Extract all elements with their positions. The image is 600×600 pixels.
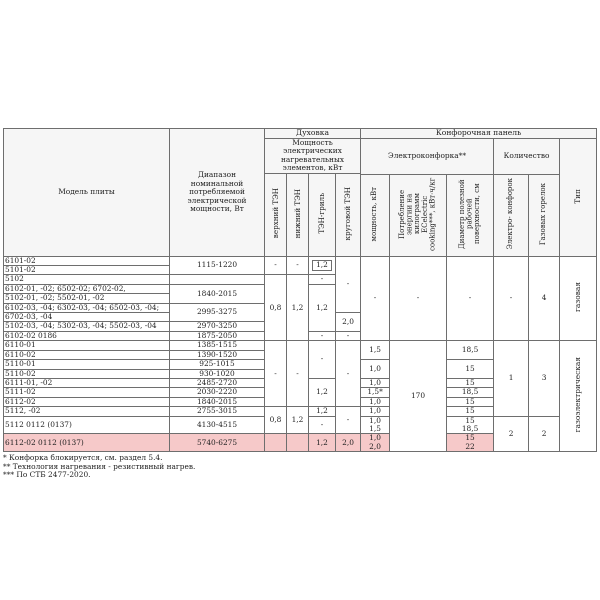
electro-count-header: Электро- конфорок — [494, 174, 529, 256]
circular-cell: 2,0 — [336, 434, 361, 452]
electro-power-cell: 1,0 — [361, 360, 390, 379]
top-heater-cell: - — [265, 341, 287, 407]
range-cell: 4130-4515 — [170, 416, 265, 434]
table-row-model: 5102-03, -04; 5302-03, -04; 5502-03, -04 — [4, 322, 170, 331]
grill-cell: 1,2 — [309, 284, 336, 331]
diameter-cell: 15 — [447, 360, 494, 379]
table-row-model: 5102 — [4, 275, 170, 284]
range-cell: 1390-1520 — [170, 350, 265, 359]
circular-heater-header: круговой ТЭН — [336, 173, 361, 256]
grill-cell: 1,2 — [309, 256, 336, 275]
diameter-cell: 18,5 — [447, 341, 494, 360]
gas-burners-cell: 3 — [529, 341, 560, 416]
footnotes — [3, 454, 596, 480]
oven-header: Духовка — [265, 129, 361, 139]
count-header: Количество — [494, 139, 560, 175]
electro-power-cell: 1,5 — [361, 341, 390, 360]
table-row-model: 5112 0112 (0137) — [4, 416, 170, 434]
range-cell: 2970-3250 — [170, 322, 265, 331]
table-row-model: 6102-02 0186 — [4, 331, 170, 340]
gas-burners-cell: 2 — [529, 416, 560, 452]
bottom-heater-cell: 1,2 — [287, 407, 309, 434]
electro-count-cell: 2 — [494, 416, 529, 452]
diameter-cell: 18,5 — [447, 388, 494, 397]
bottom-heater-cell: 1,2 — [287, 275, 309, 341]
electro-power-cell: - — [361, 256, 390, 341]
gas-burner-count-header: Газовых горелок — [529, 174, 560, 256]
circular-cell: - — [336, 407, 361, 434]
footnote: ** Технология нагревания - резистивный нагрев. — [3, 461, 196, 471]
range-cell: 2485-2720 — [170, 378, 265, 387]
circular-cell: 2,0 — [336, 313, 361, 332]
diameter-cell: 15 18,5 — [447, 416, 494, 434]
electro-power-cell: 1,5* — [361, 388, 390, 397]
spec-document — [3, 128, 596, 480]
power-range-header: Диапазон номинальной потребляемой электрической мощности, Вт — [170, 129, 265, 257]
electro-power-cell: 1,0 — [361, 397, 390, 406]
grill-cell: - — [309, 416, 336, 434]
oven-subheader: Мощность электрических нагревательных элементов, кВт — [265, 139, 361, 174]
diameter-header: Диаметр полезной рабочей поверхности, см — [447, 174, 494, 256]
range-cell: 1385-1515 — [170, 341, 265, 350]
table-row-model: 6101-02 — [4, 256, 170, 265]
diameter-cell: - — [447, 256, 494, 341]
table-row-model: 5110-02 — [4, 369, 170, 378]
circular-cell: - — [336, 331, 361, 340]
energy-cell: 170 — [390, 341, 447, 452]
diameter-cell: 15 — [447, 407, 494, 416]
electro-hob-header: Электроконфорка** — [361, 139, 494, 175]
table-row-model: 6110-02 — [4, 350, 170, 359]
diameter-cell: 15 22 — [447, 434, 494, 452]
table-row-model: 6102-01, -02; 6502-02; 6702-02, — [4, 284, 170, 293]
table-row-model: 6111-01, -02 — [4, 378, 170, 387]
table-row-model: 6112-02 0112 (0137) — [4, 434, 170, 452]
bottom-heater-header: нижний ТЭН — [287, 173, 309, 256]
diameter-cell: 15 — [447, 378, 494, 387]
range-cell: 5740-6275 — [170, 434, 265, 452]
table-row-model: 5111-02 — [4, 388, 170, 397]
grill-cell: 1,2 — [309, 434, 336, 452]
range-cell: 1875-2050 — [170, 331, 265, 340]
bottom-heater-cell: - — [287, 341, 309, 407]
electro-power-cell: 1,0 — [361, 378, 390, 387]
grill-cell: - — [309, 275, 336, 284]
top-heater-cell: 0,8 — [265, 407, 287, 434]
electro-power-cell: 1,0 — [361, 407, 390, 416]
circular-cell: - — [336, 256, 361, 312]
table-row-model: 6702-03, -04 — [4, 313, 170, 322]
footnote: *** По СТБ 2477-2020. — [3, 470, 91, 480]
footnote: * Конфорка блокируется, см. раздел 5.4. — [3, 453, 163, 463]
grill-cell: - — [309, 331, 336, 340]
range-cell: 1115-1220 — [170, 256, 265, 275]
electro-count-cell: - — [494, 256, 529, 341]
grill-heater-header: ТЭН-гриль — [309, 173, 336, 256]
model-header: Модель плиты — [4, 129, 170, 257]
electro-power-header: мощность, кВт — [361, 174, 390, 256]
type-cell-gas: газовая — [560, 256, 597, 341]
table-row-model: 5112, -02 — [4, 407, 170, 416]
electro-count-cell: 1 — [494, 341, 529, 416]
top-heater-header: верхний ТЭН — [265, 173, 287, 256]
type-header: Тип — [560, 139, 597, 257]
electro-power-cell: 1,0 2,0 — [361, 434, 390, 452]
table-row-model: 6110-01 — [4, 341, 170, 350]
range-cell: 2755-3015 — [170, 407, 265, 416]
diameter-cell: 15 — [447, 397, 494, 406]
range-cell: 2030-2220 — [170, 388, 265, 397]
table-row-model: 6112-02 — [4, 397, 170, 406]
circular-cell: - — [336, 341, 361, 407]
type-cell-combo: газоэлектрическая — [560, 341, 597, 452]
top-heater-cell: - — [265, 256, 287, 275]
top-heater-cell — [265, 434, 287, 452]
range-cell: 925-1015 — [170, 360, 265, 369]
top-heater-cell: 0,8 — [265, 275, 287, 341]
grill-cell: 1,2 — [309, 378, 336, 406]
table-row-model: 5101-02 — [4, 266, 170, 275]
range-cell: 2995-3275 — [170, 303, 265, 322]
energy-cell: - — [390, 256, 447, 341]
hob-header: Конфорочная панель — [361, 129, 597, 139]
grill-cell: 1,2 — [309, 407, 336, 416]
range-cell: 930-1020 — [170, 369, 265, 378]
range-cell: 1840-2015 — [170, 284, 265, 303]
range-cell: 1840-2015 — [170, 397, 265, 406]
table-row-model: 6102-03, -04; 6302-03, -04; 6502-03, -04; — [4, 303, 170, 312]
grill-cell: - — [309, 341, 336, 379]
table-row-model: 5102-01, -02; 5502-01, -02 — [4, 294, 170, 303]
energy-header: Потребление энергии на килограмм ЕСelectric cooking***, кВт·ч/кг — [390, 174, 447, 256]
table-row-model: 5110-01 — [4, 360, 170, 369]
range-cell — [170, 275, 265, 284]
bottom-heater-cell: - — [287, 256, 309, 275]
gas-burners-cell: 4 — [529, 256, 560, 341]
stove-spec-table — [3, 128, 597, 452]
electro-power-cell: 1,0 1,5 — [361, 416, 390, 434]
bottom-heater-cell — [287, 434, 309, 452]
